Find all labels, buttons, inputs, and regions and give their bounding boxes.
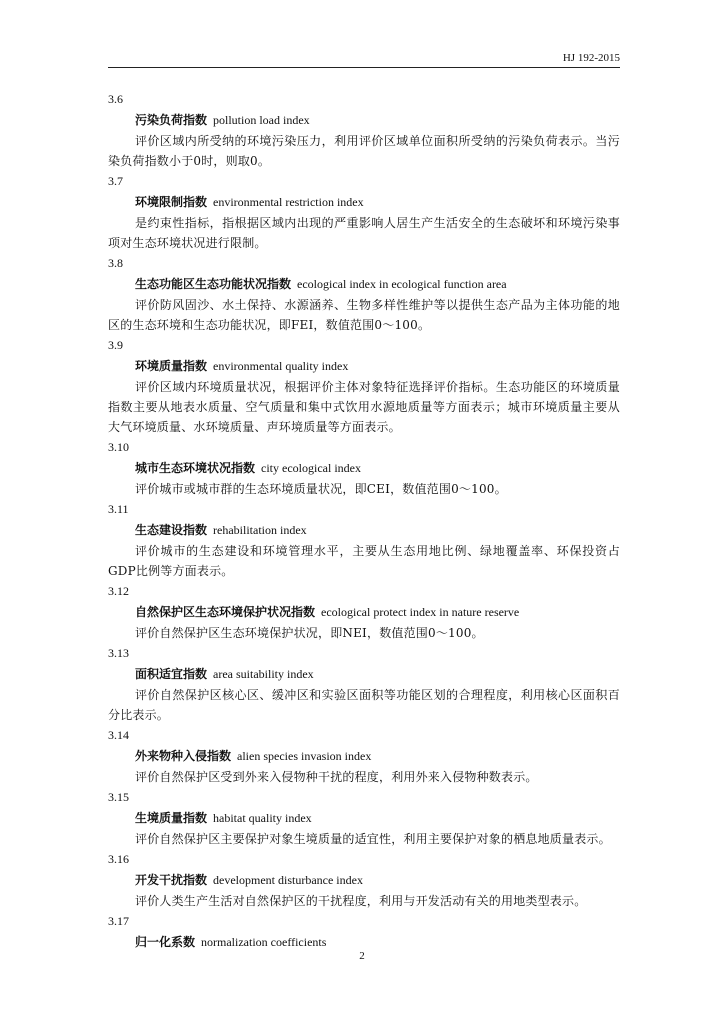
- term-name-en: environmental quality index: [213, 359, 349, 373]
- term-number: 3.8: [108, 256, 123, 270]
- term-title: [108, 602, 620, 623]
- term-name-zh: 环境质量指数: [135, 359, 208, 373]
- term-name-zh: 城市生态环境状况指数: [135, 461, 256, 475]
- term-name-zh: 自然保护区生态环境保护状况指数: [135, 605, 316, 619]
- term-number: 3.17: [108, 914, 129, 928]
- term-name-en: city ecological index: [261, 461, 361, 475]
- term-number: 3.10: [108, 440, 129, 454]
- term-definition: 评价防风固沙、水土保持、水源涵养、生物多样性维护等以提供生态产品为主体功能的地区的生态环境和生态功能状况，即FEI，数值范围0～100。: [108, 298, 620, 332]
- term-name-zh: 归一化系数: [135, 935, 196, 949]
- term-entry: [108, 171, 620, 253]
- term-name-en: pollution load index: [213, 113, 310, 127]
- term-number: 3.14: [108, 728, 129, 742]
- term-definition: 评价自然保护区主要保护对象生境质量的适宜性，利用主要保护对象的栖息地质量表示。: [135, 832, 611, 846]
- term-title: [108, 664, 620, 685]
- term-number: 3.12: [108, 584, 129, 598]
- term-definition: 评价区域内所受纳的环境污染压力，利用评价区域单位面积所受纳的污染负荷表示。当污染负荷指数小于0时，则取0。: [108, 134, 620, 168]
- term-name-zh: 外来物种入侵指数: [135, 749, 232, 763]
- term-definition: 是约束性指标，指根据区域内出现的严重影响人居生产生活安全的生态破坏和环境污染事项对生态环境状况进行限制。: [108, 216, 620, 250]
- term-definition: 评价自然保护区生态环境保护状况，即NEI，数值范围0～100。: [135, 626, 484, 640]
- terms-list: [108, 89, 620, 953]
- term-definition: 评价自然保护区受到外来入侵物种干扰的程度，利用外来入侵物种数表示。: [135, 770, 538, 784]
- term-definition: 评价自然保护区核心区、缓冲区和实验区面积等功能区划的合理程度，利用核心区面积百分比表示。: [108, 688, 620, 722]
- term-name-en: environmental restriction index: [213, 195, 364, 209]
- term-title: [108, 746, 620, 767]
- term-number: 3.6: [108, 92, 123, 106]
- term-entry: [108, 725, 620, 787]
- term-entry: [108, 437, 620, 499]
- term-number: 3.7: [108, 174, 123, 188]
- term-entry: [108, 499, 620, 581]
- term-name-zh: 开发干扰指数: [135, 873, 208, 887]
- term-title: [108, 870, 620, 891]
- term-definition: 评价人类生产生活对自然保护区的干扰程度，利用与开发活动有关的用地类型表示。: [135, 894, 587, 908]
- term-definition: 评价区域内环境质量状况，根据评价主体对象特征选择评价指标。生态功能区的环境质量指数主要从地表水质量、空气质量和集中式饮用水源地质量等方面表示；城市环境质量主要从大气环境质量、水环境质量、声环境质量等方面表示。: [108, 380, 620, 434]
- term-entry: [108, 787, 620, 849]
- term-name-en: development disturbance index: [213, 873, 363, 887]
- term-name-en: habitat quality index: [213, 811, 312, 825]
- term-name-en: area suitability index: [213, 667, 314, 681]
- term-name-en: ecological protect index in nature reserve: [321, 605, 520, 619]
- term-entry: [108, 849, 620, 911]
- term-entry: [108, 335, 620, 437]
- term-title: [108, 458, 620, 479]
- term-name-en: alien species invasion index: [237, 749, 372, 763]
- term-name-en: normalization coefficients: [201, 935, 327, 949]
- term-definition: 评价城市或城市群的生态环境质量状况，即CEI，数值范围0～100。: [135, 482, 507, 496]
- term-number: 3.15: [108, 790, 129, 804]
- term-entry: [108, 581, 620, 643]
- term-entry: [108, 911, 620, 953]
- term-title: [108, 274, 620, 295]
- term-name-zh: 污染负荷指数: [135, 113, 208, 127]
- term-number: 3.16: [108, 852, 129, 866]
- term-title: [108, 192, 620, 213]
- term-number: 3.11: [108, 502, 129, 516]
- term-definition: 评价城市的生态建设和环境管理水平，主要从生态用地比例、绿地覆盖率、环保投资占GDP比例等方面表示。: [108, 544, 620, 578]
- term-name-zh: 生态功能区生态功能状况指数: [135, 277, 292, 291]
- term-title: [108, 356, 620, 377]
- term-number: 3.13: [108, 646, 129, 660]
- term-entry: [108, 643, 620, 725]
- term-entry: [108, 89, 620, 171]
- term-name-zh: 生境质量指数: [135, 811, 208, 825]
- term-number: 3.9: [108, 338, 123, 352]
- term-name-en: rehabilitation index: [213, 523, 307, 537]
- term-name-zh: 环境限制指数: [135, 195, 208, 209]
- page-number: 2: [359, 950, 365, 962]
- header-rule: [108, 67, 620, 68]
- term-title: [108, 110, 620, 131]
- term-title: [108, 808, 620, 829]
- standard-code: HJ 192-2015: [562, 52, 620, 64]
- term-title: [108, 520, 620, 541]
- term-name-zh: 生态建设指数: [135, 523, 208, 537]
- term-entry: [108, 253, 620, 335]
- term-name-zh: 面积适宜指数: [135, 667, 208, 681]
- term-name-en: ecological index in ecological function area: [297, 277, 507, 291]
